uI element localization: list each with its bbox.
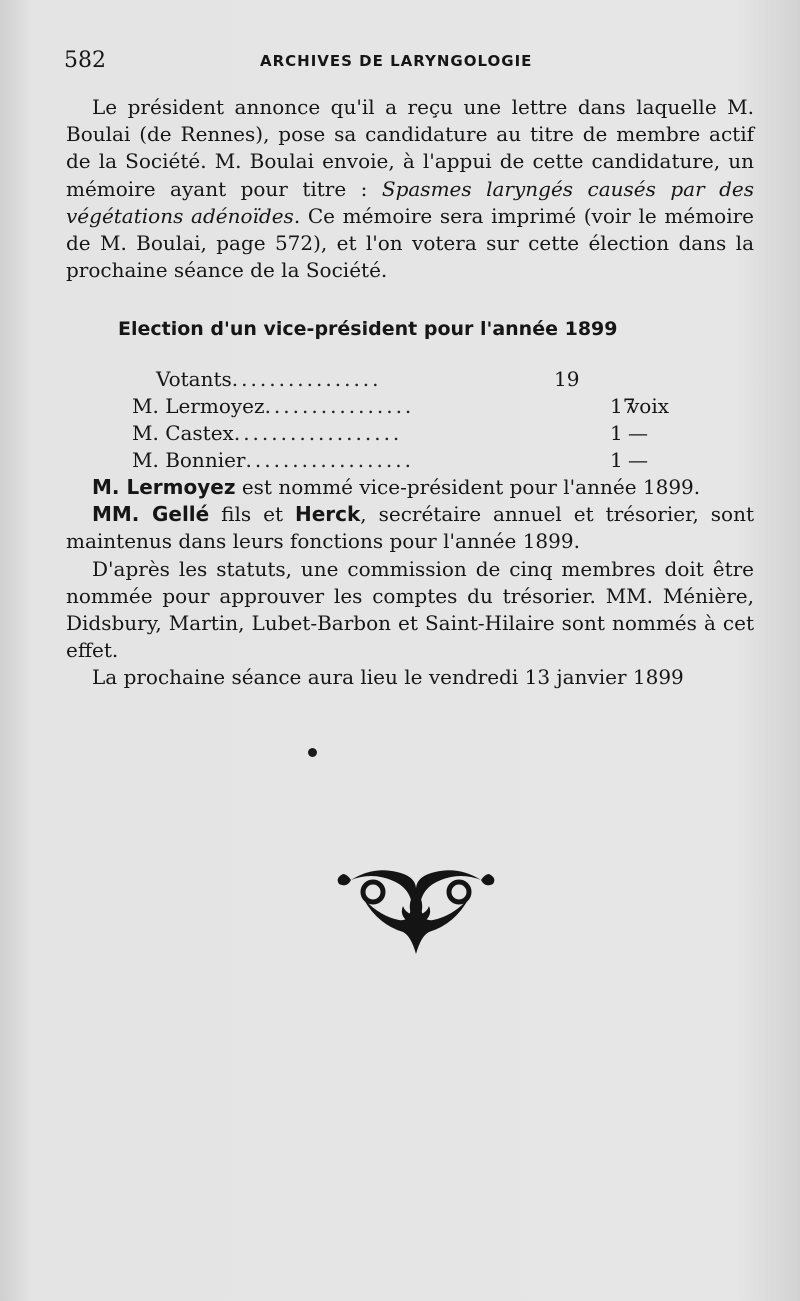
vote-row xyxy=(132,420,692,447)
intro-paragraph-block xyxy=(66,94,754,284)
next-session-paragraph: La prochaine séance aura lieu le vendredi 13 janvier 1899 xyxy=(92,665,684,690)
fleur-de-lis-ornament-icon xyxy=(333,862,499,958)
memoir-title: Spasmes laryngés causés par des végétations adénoïdes xyxy=(66,176,754,228)
page-header xyxy=(64,48,744,78)
leader-dots: .................. xyxy=(245,448,414,472)
results-block xyxy=(66,474,754,692)
result-text: est nommé vice-président pour l'année 1899. xyxy=(235,475,701,499)
vote-label: M. Lermoyez xyxy=(132,394,265,418)
ink-dot xyxy=(308,748,317,757)
vote-count: 1 xyxy=(610,448,623,472)
vote-label: Votants xyxy=(156,367,232,391)
vote-unit: — xyxy=(628,448,648,472)
result-paragraph-1 xyxy=(66,474,754,501)
leader-dots: ................ xyxy=(264,394,415,418)
vote-row xyxy=(132,447,692,474)
vote-label: M. Bonnier xyxy=(132,448,246,472)
page-number: 582 xyxy=(64,48,106,73)
leader-dots: ................ xyxy=(231,367,382,391)
vote-count: 17 xyxy=(610,394,636,418)
intro-text-2: . Ce mémoire sera imprimé (voir le mémoire de M. Boulai, page 572), et l'on votera sur cette élection dans la prochaine séance de la Société. xyxy=(66,203,754,283)
treasurer-name: Herck xyxy=(294,502,361,527)
vote-count: 19 xyxy=(554,367,580,391)
elected-name: M. Lermoyez xyxy=(92,475,236,499)
vote-row xyxy=(132,393,692,420)
vote-count: 1 xyxy=(610,421,623,445)
leader-dots: .................. xyxy=(233,421,403,445)
vote-label: M. Castex xyxy=(132,421,234,445)
running-title: ARCHIVES DE LARYNGOLOGIE xyxy=(260,52,533,70)
vote-table xyxy=(132,366,692,474)
secretary-name: MM. Gellé xyxy=(92,502,210,527)
vote-unit: voix xyxy=(628,394,670,418)
election-heading: Election d'un vice-président pour l'année 1899 xyxy=(118,318,618,340)
vote-unit: — xyxy=(628,421,648,445)
result-text: , secrétaire annuel et trésorier, sont maintenus dans leurs fonctions pour l'année 1899. xyxy=(66,502,754,554)
result-paragraph-2 xyxy=(66,501,754,555)
vote-row xyxy=(132,366,692,393)
commission-paragraph: D'après les statuts, une commission de cinq membres doit être nommée pour approuver les comptes du trésorier. MM. Ménière, Didsbury, Martin, Lubet-Barbon et Saint-Hilaire sont nommés à cet effet. xyxy=(66,556,754,663)
intro-text-1: Le président annonce qu'il a reçu une lettre dans laquelle M. Boulai (de Rennes), pose sa candidature au titre de membre actif de la Société. M. Boulai envoie, à l'appui de cette candidature, un mémoire ayant pour titre : xyxy=(66,95,754,201)
result-text: fils et xyxy=(209,502,295,527)
intro-paragraph xyxy=(66,94,754,284)
